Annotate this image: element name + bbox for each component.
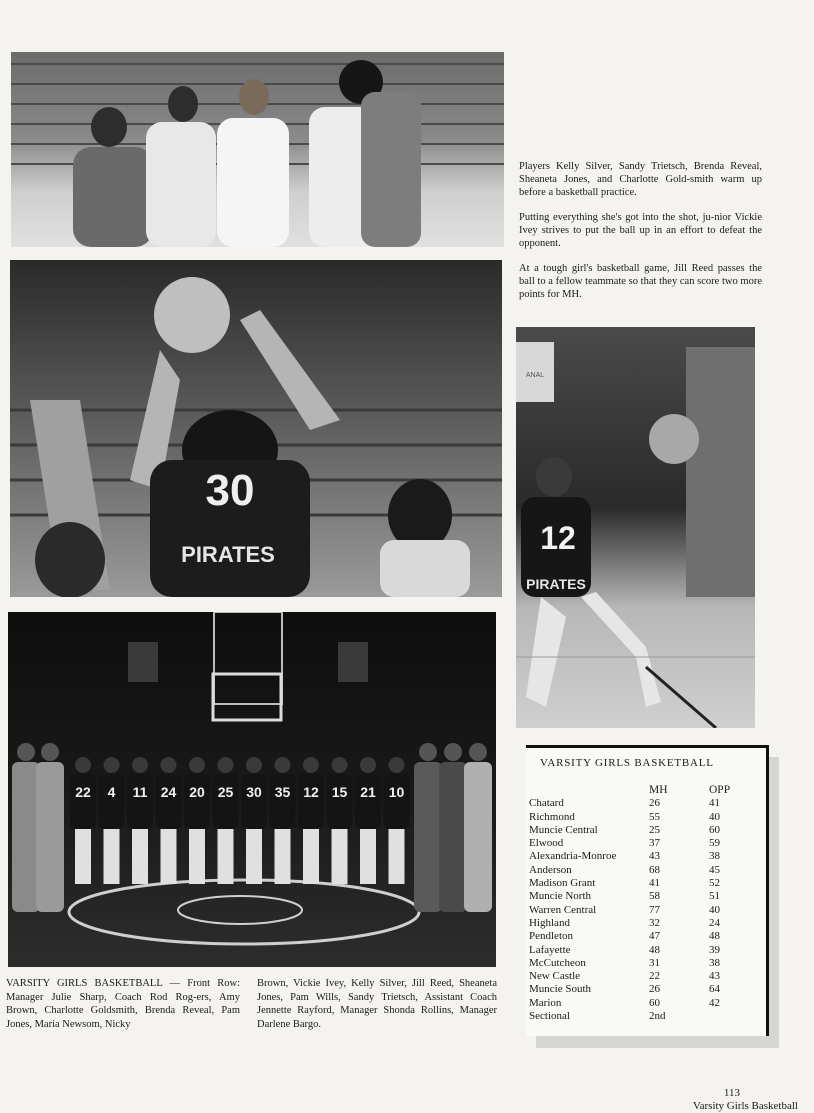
opponent-name: Chatard [529, 797, 564, 810]
team-player-head [360, 757, 376, 773]
opponent-name: McCutcheon [529, 956, 586, 969]
opp-score [709, 1010, 759, 1023]
pass-jersey-number: 12 [540, 520, 576, 556]
scoreboard-row [529, 1010, 759, 1023]
scoreboard-title: VARSITY GIRLS BASKETBALL [540, 757, 714, 769]
team-player-legs [303, 829, 319, 884]
team-player-jersey [355, 774, 381, 829]
mh-score: 31 [649, 956, 660, 969]
team-staff-head [444, 743, 462, 761]
scoreboard-table [529, 784, 759, 1023]
team-player-legs [189, 829, 205, 884]
team-staff-member [36, 762, 64, 912]
mh-score: 26 [649, 797, 660, 810]
team-player-head [161, 757, 177, 773]
pass-banner-text: ANAL [525, 372, 545, 379]
team-jersey-number: 15 [331, 784, 348, 800]
team-player-legs [389, 829, 405, 884]
team-staff-head [469, 743, 487, 761]
team-player-head [332, 757, 348, 773]
mh-score: 41 [649, 877, 660, 890]
opp-score: 48 [709, 930, 720, 943]
team-player-legs [218, 829, 234, 884]
scoreboard-row [529, 811, 759, 824]
team-player-head [132, 757, 148, 773]
mh-score: 58 [649, 890, 660, 903]
team-player-head [104, 757, 120, 773]
team-caption-col2: Brown, Vickie Ivey, Kelly Silver, Jill Reed, Sheaneta Jones, Pam Wills, Sandy Trietsch, Assistant Coach Jennette Rayford, Manager Shonda Rollins, Manager Darlene Bargo. [257, 978, 497, 1030]
scoreboard-row [529, 877, 759, 890]
team-player-jersey [213, 774, 239, 829]
scoreboard-row [529, 957, 759, 970]
scoreboard-row [529, 837, 759, 850]
opponent-name: Alexandria-Monroe [529, 850, 617, 863]
scoreboard-header-row [529, 784, 759, 797]
team-jersey-number: 10 [388, 784, 405, 800]
pass-jersey-text: PIRATES [526, 576, 586, 592]
scoreboard-row [529, 944, 759, 957]
team-player-legs [132, 829, 148, 884]
opp-score: 41 [709, 797, 720, 810]
page-footer [693, 1087, 798, 1113]
opp-score: 64 [709, 983, 720, 996]
team-jersey-number: 35 [274, 784, 291, 800]
page-number: 113 [723, 1087, 740, 1099]
team-player-head [75, 757, 91, 773]
shot-jersey-number: 30 [205, 466, 255, 515]
mh-score: 25 [649, 823, 660, 836]
scoreboard-row [529, 824, 759, 837]
opponent-name: Muncie Central [529, 823, 598, 836]
opp-score: 40 [709, 810, 720, 823]
team-staff-member [464, 762, 492, 912]
team-player-legs [360, 829, 376, 884]
mh-score: 68 [649, 863, 660, 876]
mh-score: 37 [649, 837, 660, 850]
mh-score: 48 [649, 943, 660, 956]
team-staff-member [12, 762, 40, 912]
opp-score: 59 [709, 837, 720, 850]
opponent-name: Muncie North [529, 890, 592, 903]
team-staff-head [419, 743, 437, 761]
opp-score: 45 [709, 863, 720, 876]
mh-score: 47 [649, 930, 660, 943]
team-jersey-number: 20 [189, 784, 205, 800]
mh-score: 26 [649, 983, 660, 996]
team-player-jersey [184, 774, 210, 829]
team-staff-head [41, 743, 59, 761]
team-staff-head [17, 743, 35, 761]
opponent-name: New Castle [529, 970, 581, 983]
scoreboard-row [529, 970, 759, 983]
opponent-name: Madison Grant [529, 877, 596, 890]
team-player-jersey [127, 774, 153, 829]
scoreboard-row [529, 983, 759, 996]
mh-score: 32 [649, 916, 660, 929]
opponent-name: Marion [529, 996, 562, 1009]
team-player-legs [104, 829, 120, 884]
scoreboard-row [529, 797, 759, 810]
opponent-name: Highland [529, 916, 570, 929]
team-player-head [275, 757, 291, 773]
team-jersey-number: 30 [246, 784, 262, 800]
opponent-name: Warren Central [529, 903, 597, 916]
mh-score: 60 [649, 996, 660, 1009]
opponent-name: Richmond [529, 810, 575, 823]
team-photo [8, 612, 496, 967]
scoreboard-box [526, 745, 769, 1036]
caption-block [519, 160, 762, 313]
scoreboard-row [529, 864, 759, 877]
team-player-head [218, 757, 234, 773]
opponent-name: Anderson [529, 863, 572, 876]
mh-score: 2nd [649, 1010, 666, 1023]
team-jersey-number: 21 [360, 784, 376, 800]
team-player-jersey [298, 774, 324, 829]
mh-score: 22 [649, 970, 660, 983]
warmup-caption: Players Kelly Silver, Sandy Trietsch, Brenda Reveal, Sheaneta Jones, and Charlotte Gold-smith warm up before a basketball practice. [519, 161, 762, 198]
team-jersey-number: 4 [107, 784, 116, 800]
team-jersey-number: 11 [132, 784, 148, 800]
team-staff-member [439, 762, 467, 912]
opponent-name: Sectional [529, 1010, 570, 1023]
team-player-jersey [241, 774, 267, 829]
scoreboard-row [529, 850, 759, 863]
mh-score: 43 [649, 850, 660, 863]
team-player-jersey [384, 774, 410, 829]
opponent-name: Elwood [529, 837, 564, 850]
opponent-name: Muncie South [529, 983, 592, 996]
team-player-head [246, 757, 262, 773]
scoreboard-row [529, 997, 759, 1010]
team-caption-col1: VARSITY GIRLS BASKETBALL — Front Row: Manager Julie Sharp, Coach Rod Rog-ers, Amy Brown, Charlotte Goldsmith, Brenda Reveal, Pam Jones, Maria Newsom, Nicky [6, 978, 240, 1030]
scoreboard-row [529, 930, 759, 943]
team-player-jersey [156, 774, 182, 829]
opponent-name: Pendleton [529, 930, 573, 943]
team-jersey-number: 22 [75, 784, 91, 800]
opp-score: 51 [709, 890, 720, 903]
shot-photo [10, 260, 502, 597]
team-player-legs [161, 829, 177, 884]
team-player-jersey [70, 774, 96, 829]
mh-score: 55 [649, 810, 660, 823]
opp-score: 42 [709, 996, 720, 1009]
opponent-name: Lafayette [529, 943, 571, 956]
scoreboard-row [529, 917, 759, 930]
team-player-head [189, 757, 205, 773]
mh-column-header: MH [649, 784, 668, 796]
shot-jersey-text: PIRATES [181, 542, 275, 567]
shot-caption: Putting everything she's got into the shot, ju-nior Vickie Ivey strives to put the ball up in an effort to defeat the opponent. [519, 212, 762, 249]
team-jersey-number: 12 [303, 784, 319, 800]
opp-score: 60 [709, 823, 720, 836]
opp-score: 38 [709, 956, 720, 969]
team-player-jersey [327, 774, 353, 829]
opp-score: 39 [709, 943, 720, 956]
team-player-legs [75, 829, 91, 884]
opp-score: 38 [709, 850, 720, 863]
team-jersey-number: 25 [217, 784, 234, 800]
scoreboard-row [529, 904, 759, 917]
pass-photo [516, 327, 755, 728]
team-player-head [389, 757, 405, 773]
opp-column-header: OPP [709, 784, 731, 796]
opp-score: 43 [709, 970, 720, 983]
team-player-head [303, 757, 319, 773]
opp-score: 40 [709, 903, 720, 916]
team-player-legs [332, 829, 348, 884]
scoreboard-row [529, 890, 759, 903]
section-title: Varsity Girls Basketball [692, 1100, 798, 1112]
mh-score: 77 [649, 903, 660, 916]
team-player-jersey [99, 774, 125, 829]
opp-score: 24 [709, 916, 720, 929]
warmup-photo [11, 52, 504, 247]
team-jersey-number: 24 [160, 784, 177, 800]
team-staff-member [414, 762, 442, 912]
team-player-jersey [270, 774, 296, 829]
team-player-legs [246, 829, 262, 884]
opp-score: 52 [709, 877, 720, 890]
team-player-legs [275, 829, 291, 884]
pass-caption: At a tough girl's basketball game, Jill Reed passes the ball to a fellow teammate so that they can score two more points for MH. [519, 263, 762, 300]
